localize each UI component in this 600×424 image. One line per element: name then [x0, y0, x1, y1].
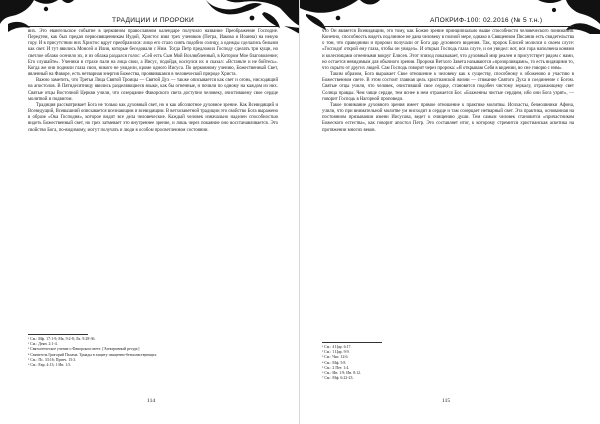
footnote: ⁶ См.: Евр. 4:13; 1 Ин. 1:5.: [28, 363, 72, 368]
paragraph: Важно заметить, что Третья Лица Святой Троицы — Святой Дух — также описывается как свет и огонь, нисходящий на апостолов. В Пятидесятницу явились разделяющиеся языки, как бы огненные, и почили по одному на каждом из них. Святые отцы Восточной Церкви учили, что созерцание Фаворского света доступно человеку, очистившему свое сердце молитвой и подвигом.: [28, 78, 278, 102]
footnotes: [28, 334, 278, 368]
right-page: [300, 0, 600, 424]
footnote: ² См.: 1 Цар. 9:9.: [322, 350, 350, 355]
footnote: ³ Святоотеческое учение о Фаворском свете. [Электронный ресурс]: [28, 347, 140, 352]
footnote: ⁵ См.: Пс. 33:16; Притч. 15:3.: [28, 357, 77, 362]
footnote: ³ См.: Чис. 12:6.: [322, 355, 349, 360]
footnote: ⁴ См.: Мф. 5:8.: [322, 360, 347, 365]
header-rule: [28, 26, 278, 27]
paragraph: Таким образом, Бога выражает Свое отношение к человеку как к существу, способному к обожению и участию в Божественном свете. В этом состоит главная цель христианской жизни — стяжание Святого Духа и соединение с Богом. Святые отцы учили, что человек, очистивший свое сердце, становится подобен чистому зеркалу, отражающему свет Солнца правды. Чем чище сердце, тем яснее в нем отражается Бог. «Блаженны чистые сердцем, ибо они Бога узрят», — говорит Господь в Нагорной проповеди.: [322, 72, 574, 102]
footnote-rule: [28, 334, 88, 335]
page-number: 114: [147, 398, 156, 404]
footnote: ² См.: Деян. 2:1-4.: [28, 342, 58, 347]
footnotes: [322, 342, 574, 381]
body-text: [28, 29, 278, 134]
footnote-rule: [322, 342, 382, 343]
running-header: АПОКРИФ-100: 02.2016 (№ 5 т.н.): [430, 17, 543, 24]
paragraph: Традиция рассматривает Бога не только как духовный свет, но и как абсолютное духовное зрение. Как Всевидящий и Всеведущий, Всевышний описывается всезнающим и всевидящим. В ветхозаветной традиции это свойство Бога выражено в образе «Ока Господня», которое видит все дела человеческие. Каждый человек изначально наделен способностью видеть Божественный свет, но грех затмевает это внутреннее зрение, и лишь через покаяние оно восстанавливается. Это свойство Бога, по-видимому, могут получать и люди в особом просветленном состоянии.: [28, 102, 278, 133]
paragraph: Такое понимание духовного зрения имеет прямое отношение к практике молитвы. Исихасты, безмолвники Афона, учили, что при внимательной молитве ум нисходит в сердце и там созерцает нетварный свет. Эта практика, основанная на постоянном призывании имени Иисусова, ведет к очищению души. Тем самым человек становится «причастником Божеского естества», как говорит апостол Петр. Это составляет итог, к которому стремится христианская аскетика на протяжении многих веков.: [322, 102, 574, 133]
footnote: ¹ См.: Мф. 17:1-9; Мк. 9:2-8; Лк. 9:28-36.: [28, 337, 96, 341]
body-text: [322, 29, 574, 134]
footnote: ¹ См.: 4 Цар. 6:17.: [322, 345, 352, 349]
footnote: ⁴ Святитель Григорий Палама. Триады в защиту священно-безмолвствующих.: [28, 352, 158, 357]
paragraph: вих. Это евангельское событие в церковном православном календаре получило название Преображение Господне. Передтем, как был предан первосвященникам Иудой, Христос взял трех учеников (Петра, Иакова и Иоанна) на некую гору. И в присутствии них Христос вдруг преобразился: лицо его стало сиять подобно солнцу, а одежды сделались белыми как свет. И тут явились Моисей и Илия, которые беседовали с Ним. Тогда Петр предложил Господу сделать три кущи, но светлое облако осенило их, и из облака раздался голос: «Сей есть Сын Мой Возлюбленный, в Котором Мое благоволение; Его слушайте». Ученики в страхе пали на лица свои, а Иисус, подойдя, коснулся их и сказал: «Встаньте и не бойтесь». Когда же они подняли глаза свои, никого не увидели, кроме одного Иисуса. По церковному учению, Божественный Свет, явленный на Фаворе, есть нетварная энергия Божества, проявившаяся в человеческой природе Христа.: [28, 29, 278, 78]
footnote: ⁶ См.: Ин. 1:9; Ин. 8:12.: [322, 371, 362, 376]
footnote: ⁷ См.: Мф. 6:22-23.: [322, 376, 354, 381]
paragraph: что Он является Всевидящим, это тому, как Божие зрение принципиально выше способности человеческого понимания. Конечно, способность видеть подлинное не дана человеку в полной мере, однако в Священном Писании есть свидетельства о том, что праведники и пророки получали от Бога дар духовного видения. Так, пророк Елисей молился о своем слуге: «Господи! открой ему глаза, чтобы он увидел». И открыл Господь глаза слуге, и он увидел: вот, вся гора наполнена конями и колесницами огненными вокруг Елисея. Этот эпизод показывает, что духовный мир реален и присутствует рядом с нами, но остается невидимым для обычного зрения. Пророки Ветхого Завета называются «прозорливцами», то есть видящими то, что скрыто от других людей. Сам Господь говорит через пророка: «Я открываю Себя в видении, во сне говорю с ним».: [322, 29, 574, 71]
header-rule: [322, 26, 574, 27]
page-number: 115: [442, 398, 451, 404]
running-header: ТРАДИЦИИ И ПРОРОКИ: [112, 17, 195, 24]
footnote: ⁵ См.: 2 Пет. 1:4.: [322, 365, 350, 370]
